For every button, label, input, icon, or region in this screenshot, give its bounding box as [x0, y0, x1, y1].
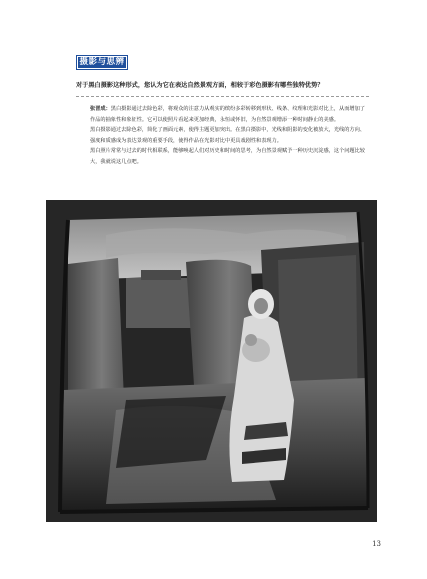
- black-and-white-photograph: [46, 200, 377, 522]
- answer-paragraph-1: [76, 104, 370, 125]
- speaker-name: 张晋成：: [90, 106, 111, 112]
- answer-text-3: 黑白照片常常与过去的时代相联系，能够唤起人们对历史和时间的思考，为自然景观赋予一种历史沉淀感，这个问题比较大，我就说这几点吧。: [90, 148, 365, 165]
- page-number: 13: [372, 540, 381, 548]
- answer-paragraph-2: [76, 125, 370, 146]
- answer-paragraph-3: [76, 146, 370, 167]
- answer-text-2: 黑白摄影通过去除色彩，简化了画面元素，使得主题更加突出。在黑白摄影中，光线和阴影的变化被放大，光线的方向、强度和质感成为表达景观的重要手段，使得作品在光影对比中更具戏剧性和表现力。: [90, 127, 365, 144]
- interview-question: 对于黑白摄影这种形式，您认为它在表达自然景观方面，相较于彩色摄影有哪些独特优势？: [76, 82, 324, 89]
- photograph-image: [46, 200, 377, 522]
- section-tag-label: 摄影与思辨: [79, 57, 125, 67]
- section-tag: [76, 55, 128, 70]
- answer-text-1: 黑白摄影通过去除色彩，将观众的注意力从观实的缤纷多彩转移到形状、线条、纹理和光影对比上，从而增加了作品的抽象性和象征性。它可以使照片看起来更加经典，永恒或怀旧，为自然景观增添一种时间静止的美感。: [90, 106, 365, 123]
- dashed-divider: [76, 96, 369, 97]
- interview-answer: [76, 104, 370, 167]
